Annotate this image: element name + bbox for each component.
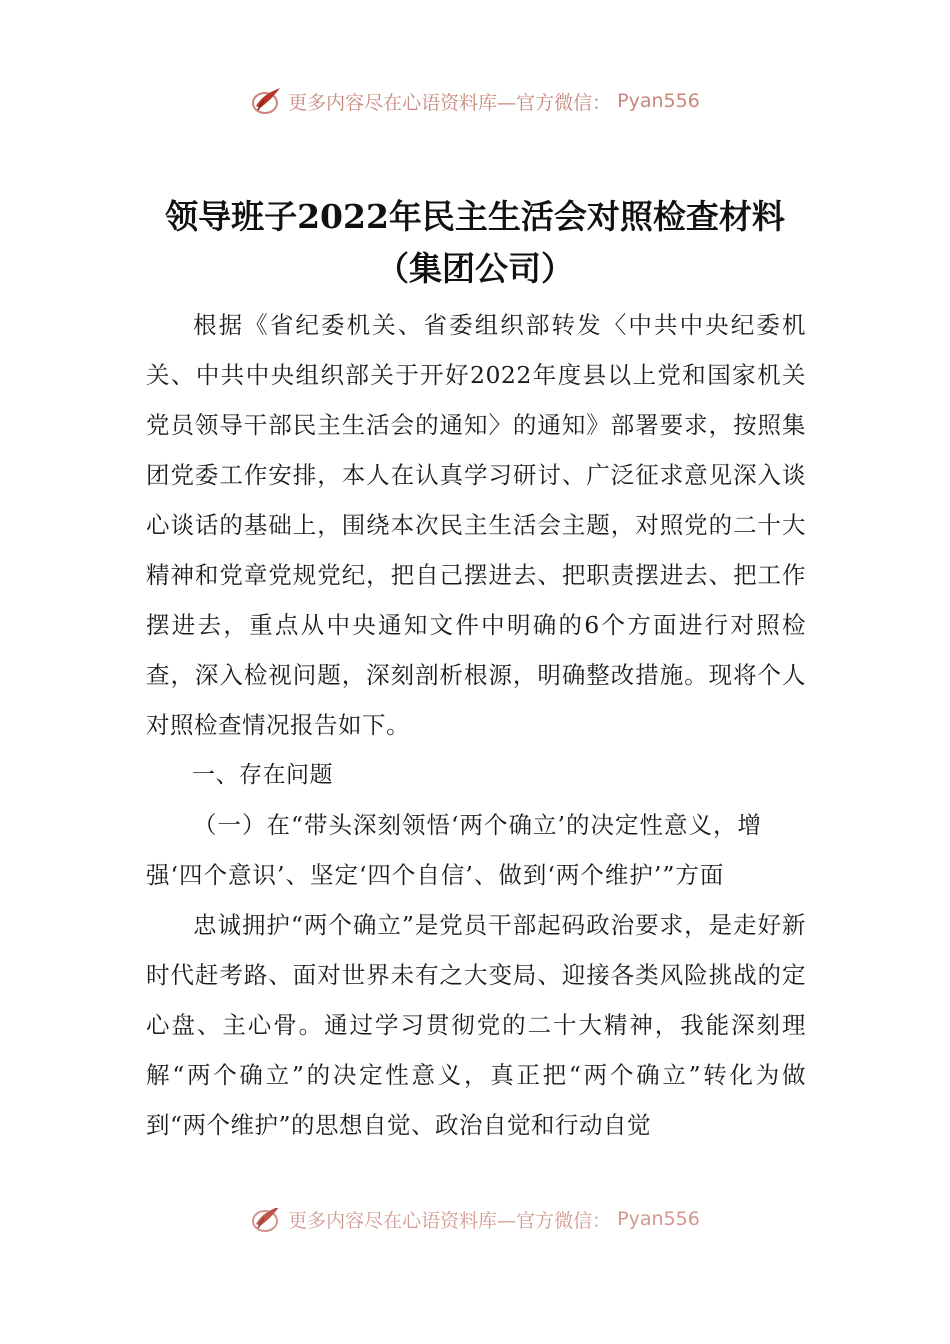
subsection-heading: （一）在“带头深刻领悟‘两个确立’的决定性意义，增强‘四个意识’、坚定‘四个自信’、做到‘两个维护’”方面 bbox=[146, 811, 762, 889]
watermark-id: Pyan556 bbox=[617, 90, 700, 112]
watermark-bottom bbox=[0, 1208, 950, 1234]
quill-logo-icon bbox=[250, 1208, 282, 1234]
document-body bbox=[146, 300, 806, 1150]
watermark-id: Pyan556 bbox=[617, 1208, 700, 1230]
body-paragraph: 忠诚拥护“两个确立”是党员干部起码政治要求，是走好新时代赶考路、面对世界未有之大变局、迎接各类风险挑战的定心盘、主心骨。通过学习贯彻党的二十大精神，我能深刻理解“两个确立”的决定性意义，真正把“两个确立”转化为做到“两个维护”的思想自觉、政治自觉和行动自觉 bbox=[146, 911, 806, 1139]
document-subtitle: （集团公司） bbox=[376, 249, 574, 288]
intro-paragraph: 根据《省纪委机关、省委组织部转发〈中共中央纪委机关、中共中央组织部关于开好2022年度县以上党和国家机关党员领导干部民主生活会的通知〉的通知》部署要求，按照集团党委工作安排，本人在认真学习研讨、广泛征求意见深入谈心谈话的基础上，围绕本次民主生活会主题，对照党的二十大精神和党章党规党纪，把自己摆进去、把职责摆进去、把工作摆进去，重点从中央通知文件中明确的6个方面进行对照检查，深入检视问题，深刻剖析根源，明确整改措施。现将个人对照检查情况报告如下。 bbox=[146, 311, 806, 739]
watermark-top bbox=[0, 86, 950, 116]
watermark-text: 更多内容尽在心语资料库—官方微信： bbox=[288, 91, 612, 114]
document-title: 领导班子2022年民主生活会对照检查材料 bbox=[165, 197, 785, 236]
quill-logo-icon bbox=[250, 86, 282, 116]
watermark-text: 更多内容尽在心语资料库—官方微信： bbox=[288, 1209, 612, 1232]
section-heading: 一、存在问题 bbox=[192, 762, 333, 788]
